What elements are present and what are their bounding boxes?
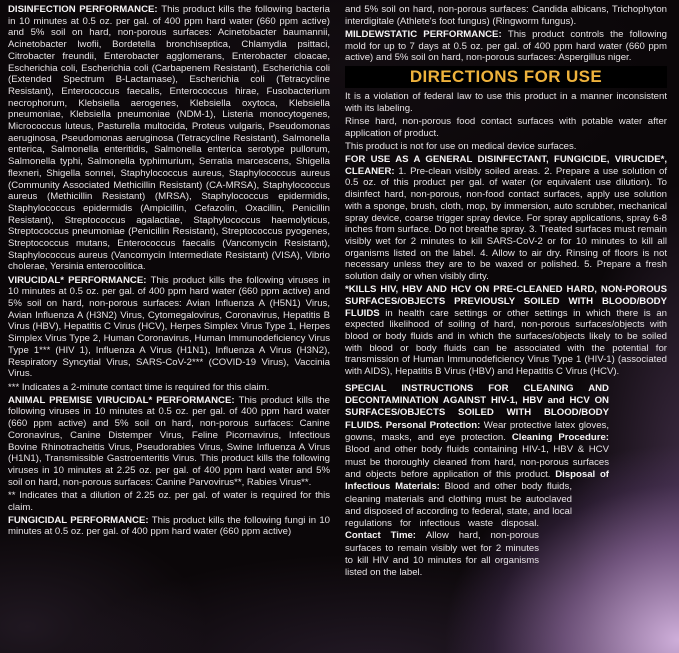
personal-protection-text: Wear protective latex gloves, gowns, masks, and eye protection. bbox=[345, 419, 609, 444]
virucidal-performance-label: VIRUCIDAL* PERFORMANCE: bbox=[8, 274, 151, 286]
medical-device-statement: This product is not for use on medical device surfaces. bbox=[345, 140, 577, 152]
kills-hiv-hbv-hcv-label: *KILLS HIV, HBV AND HCV ON PRE-CLEANED HARD, NON-POROUS SURFACES/OBJECTS PREVIOUSLY SOILED WITH BLOOD/BODY FLUIDS bbox=[345, 284, 667, 319]
fungicidal-performance-text: This product kills the following fungi in 10 minutes at 0.5 oz. per gal. of 400 ppm hard water (660 ppm active) bbox=[8, 514, 330, 538]
disinfection-performance-paragraph bbox=[8, 4, 330, 273]
special-instructions-paragraph bbox=[345, 383, 667, 580]
label-text-columns bbox=[8, 4, 667, 581]
rinse-food-contact-statement: Rinse hard, non-porous food contact surfaces with potable water after application of product. bbox=[345, 115, 667, 139]
contact-time-label: Contact Time: bbox=[345, 530, 426, 542]
mildewstatic-performance-label: MILDEWSTATIC PERFORMANCE: bbox=[345, 28, 508, 40]
cleaning-procedure-label: Cleaning Procedure: bbox=[511, 432, 609, 444]
general-disinfectant-use-paragraph bbox=[345, 154, 667, 283]
left-column bbox=[8, 4, 330, 581]
animal-premise-virucidal-label: ANIMAL PREMISE VIRUCIDAL* PERFORMANCE: bbox=[8, 394, 239, 406]
glow-clearance-spacer bbox=[572, 485, 667, 523]
special-instructions-label: SPECIAL INSTRUCTIONS FOR CLEANING AND DECONTAMINATION AGAINST HIV-1, HBV and HCV ON SURFACES/OBJECTS SOILED WITH BLOOD/BODY FLUIDS. bbox=[345, 382, 609, 431]
three-star-contact-time-note: *** Indicates a 2-minute contact time is required for this claim. bbox=[8, 381, 270, 393]
kills-hiv-hbv-hcv-text: in health care settings or other settings in which there is an expected likelihood of soiling of hard, non-porous surfaces/objects with blood or body fluids and in which the surfaces/objects likely to be soiled with blood or body fluids can be associated with the potential for transmission of Human Immunodeficiency Virus Type 1 (HIV-1) (associated with AIDS), Hepatitis B Virus (HBV) and Hepatitis C Virus (HCV). bbox=[345, 307, 667, 378]
personal-protection-label: Personal Protection: bbox=[385, 419, 484, 431]
federal-law-violation-statement: It is a violation of federal law to use this product in a manner inconsistent with its labeling. bbox=[345, 91, 667, 114]
right-column bbox=[345, 4, 667, 581]
contact-time-text: Allow hard, non-porous surfaces to remain visibly wet for 2 minutes to kill HIV and 10 minutes for all organisms listed on the label. bbox=[345, 530, 539, 579]
fungicidal-continued-paragraph: and 5% soil on hard, non-porous surfaces: Candida albicans, Trichophyton interdigitale (Athlete's foot fungus) (Ringworm fungus). bbox=[345, 4, 667, 27]
disposal-of-infectious-materials-text: Blood and other body fluids, cleaning materials and clothing must be autoclaved and disposed of according to federal, state, and local regulations for infectious waste disposal. bbox=[345, 481, 572, 530]
virucidal-performance-text: This product kills the following viruses in 10 minutes at 0.5 oz. per gal. of 400 ppm hard water (660 ppm active) and 5% soil on hard, non-porous surfaces: Avian Influenza A (H5N1) Virus, Avian Influenza A (H3N2) Virus, Cytomegalovirus, Coronavirus, Hepatitis B Virus (HBV), Hepatitis C Virus (HCV), Herpes Simplex Virus Type 1, Herpes Simplex Virus Type 2, Human Coronavirus, Human Immunodeficiency Virus Type 1*** (HIV 1), Influenza A Virus (H1N1), Influenza A Virus (H3N2), Respiratory Syncytial Virus, SARS-CoV-2*** (COVID-19 Virus), Vaccinia Virus. bbox=[8, 274, 330, 380]
disinfection-performance-label: DISINFECTION PERFORMANCE: bbox=[8, 4, 162, 15]
directions-for-use-heading: DIRECTIONS FOR USE bbox=[409, 67, 603, 87]
kills-hiv-hbv-hcv-paragraph bbox=[345, 284, 667, 378]
fungicidal-performance-paragraph bbox=[8, 515, 330, 538]
directions-for-use-band bbox=[345, 66, 667, 88]
cleaning-procedure-text: Blood and other body fluids containing HIV-1, HBV & HCV must be thoroughly cleaned from hard, non-porous surfaces and objects before application of this product. bbox=[345, 444, 609, 480]
virucidal-performance-paragraph bbox=[8, 275, 330, 380]
general-disinfectant-use-text: 1. Pre-clean visibly soiled areas. 2. Prepare a use solution of 0.5 oz. of this product per gal. of water (or equivalent use dilution). To disinfect hard, non-porous, non-food contact surfaces, apply use solution with a sponge, brush, cloth, mop, by immersion, auto scrubber, mechanical spray device, coarse trigger spray device. For spray applications, spray 6-8 inches from surface. Do not breathe spray. 3. Treated surfaces must remain visibly wet for 2 minutes to kill SARS-CoV-2 or for 10 minutes to kill all organisms listed on the label. 4. Allow to air dry. Rinsing of floors is not necessary unless they are to be waxed or polished. 5. Prepare a fresh solution daily or when visibly dirty. bbox=[345, 165, 667, 283]
mildewstatic-performance-paragraph bbox=[345, 29, 667, 64]
mildewstatic-performance-text: This product controls the following mold for up to 7 days at 0.5 oz. per gal. of 400 ppm hard water (660 ppm active) and 5% soil on hard, non-porous surfaces: Aspergillus niger. bbox=[345, 28, 668, 64]
glow-clearance-spacer bbox=[539, 523, 667, 575]
animal-premise-virucidal-paragraph bbox=[8, 395, 330, 489]
animal-premise-virucidal-text: This product kills the following viruses in 10 minutes at 0.5 oz. per gal. of 400 ppm hard water (660 ppm active) and 5% soil on hard, non-porous surfaces: Canine Coronavirus, Canine Distemper Virus, Feline Picornavirus, Infectious Bovine Rhinotracheitis Virus, Pseudorabies Virus, Swine Influenza A Virus (H1N1), Transmissible Gastroenteritis Virus. This product kills the following viruses in 10 minutes at 2.25 oz. per gal. of 400 ppm hard water and 5% soil on hard, non-porous surfaces: Canine Parvovirus**, Rabies Virus**. bbox=[8, 394, 330, 488]
two-star-dilution-note: ** Indicates that a dilution of 2.25 oz. per gal. of water is required for this claim. bbox=[8, 489, 330, 513]
fungicidal-performance-label: FUNGICIDAL PERFORMANCE: bbox=[8, 514, 152, 526]
glow-clearance-spacer bbox=[609, 445, 667, 485]
general-disinfectant-use-label: FOR USE AS A GENERAL DISINFECTANT, FUNGICIDE, VIRUCIDE*, CLEANER: bbox=[345, 154, 667, 177]
disposal-of-infectious-materials-label: Disposal of Infectious Materials: bbox=[345, 468, 609, 493]
disinfection-performance-text: This product kills the following bacteria in 10 minutes at 0.5 oz. per gal. of 400 ppm hard water (660 ppm active) and 5% soil on hard, non-porous surfaces: Acinetobacter baumannii, Acinetobacter lwofii, Bordetella bronchiseptica, Chlamydia psittaci, Citrobacter freundii, Enterobacter agglomerans, Enterobacter cloacae, Escherichia coli, Escherichia coli (Carbapenem Resistant), Escherichia coli (Extended Spectrum B-Lactamase), Escherichia coli (Tetracycline Resistant), Enterococcus faecalis, Enterococcus hirae, Fusobacterium necrophorum, Klebsiella aerogenes, Klebsiella oxytoca, Klebsiella pneumoniae, Klebsiella pneumoniae (NDM-1), Listeria monocytogenes, Micrococcus luteus, Pasturella multocida, Proteus vulgaris, Pseudomonas aeruginosa, Pseudomonas aeruginosa (Tetracycline Resistant), Salmonella enterica, Salmonella enteritidis, Salmonella enterica serotype pullorum, Salmonella typhi, Salmonella typhimurium, Serratia marcescens, Shigella flexneri, Shigella sonnei, Staphylococcus aureus, Staphylococcus aureus (Community Associated Methicillin Resistant) (CA-MRSA), Staphylococcus aureus (Methicillin Resistant) (MRSA), Staphylococcus epidermidis, Staphylococcus epidermidis (Ampicillin, Cefazolin, Oxacillin, Penicillin Resistant), Streptococcus agalactiae, Staphylococcus haemolyticus, Streptococcus pneumoniae (Penicillin Resistant), Streptococcus pyogenes, Streptococcus mutans, Enterococcus faecalis (Vancomycin Resistant), Staphylococcus aureus (Vancomycin Intermediate Resistant) (VISA), Vibrio cholerae, Yersinia enterocolitica. bbox=[8, 4, 330, 273]
